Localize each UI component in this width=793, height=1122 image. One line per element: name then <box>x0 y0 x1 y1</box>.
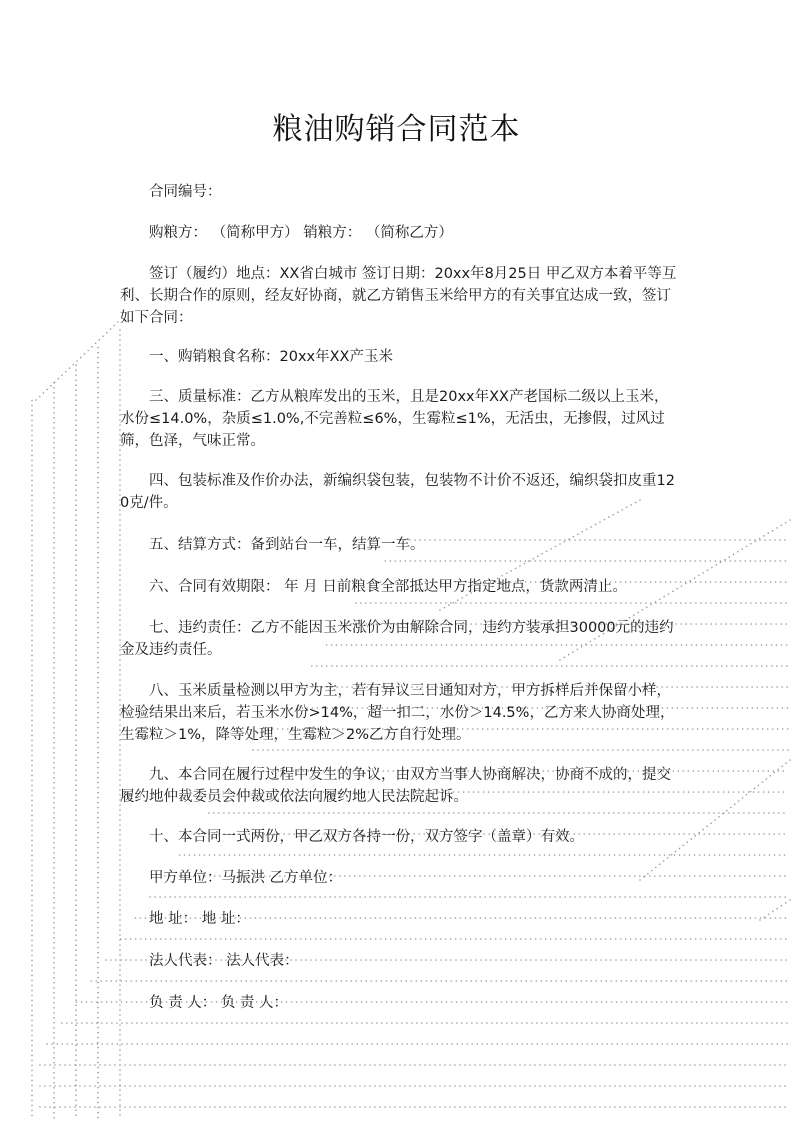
address-line: 地 址： 地 址： <box>149 911 250 927</box>
clause-6-validity: 六、合同有效期限： 年 月 日前粮食全部抵达甲方指定地点，货款两清止。 <box>149 579 627 595</box>
signing-location-paragraph: 签订（履约）地点：XX省白城市 签订日期：20xx年8月25日 甲乙双方本着平等互利、长期合作的原则，经友好协商，就乙方销售玉米给甲方的有关事宜达成一致，签订如下合同： <box>120 266 677 326</box>
clause-7-liability: 七、违约责任：乙方不能因玉米涨价为由解除合同，违约方装承担30000元的违约金及违约责任。 <box>120 620 674 658</box>
clause-3-quality-standard: 三、质量标准：乙方从粮库发出的玉米，且是20xx年XX产老国标二级以上玉米，水份≤14.0%，杂质≤1.0%,不完善粒≤6%，生霉粒≤1%，无活虫，无掺假，过风过筛，色泽，气味正常。 <box>120 389 669 449</box>
clause-8-quality-testing: 八、玉米质量检测以甲方为主，若有异议三日通知对方，甲方拆样后并保留小样，检验结果出来后，若玉米水份>14%，超一扣二，水份＞14.5%，乙方来人协商处理，生霉粒＞1%，降等处理，生霉粒＞2%乙方自行处理。 <box>120 683 675 743</box>
parties-line: 购粮方： （简称甲方） 销粮方： （简称乙方） <box>149 225 453 241</box>
legal-representative-line: 法人代表： 法人代表： <box>149 953 299 969</box>
clause-4-packaging: 四、包装标准及作价办法，新编织袋包装，包装物不计价不返还，编织袋扣皮重120克/件。 <box>120 473 675 511</box>
clause-1-grain-name: 一、购销粮食名称：20xx年XX产玉米 <box>149 349 393 365</box>
clause-9-disputes: 九、本合同在履行过程中发生的争议，由双方当事人协商解决，协商不成的，提交履约地仲裁委员会仲裁或依法向履约地人民法院起诉。 <box>120 767 671 805</box>
clause-10-copies: 十、本合同一式两份，甲乙双方各持一份，双方签字（盖章）有效。 <box>149 829 584 845</box>
clause-5-settlement: 五、结算方式：备到站台一车，结算一车。 <box>149 537 425 553</box>
contract-number-line: 合同编号： <box>149 184 222 200</box>
party-units-line: 甲方单位：马振洪 乙方单位： <box>149 870 343 886</box>
document-title: 粮油购销合同范本 <box>272 112 521 147</box>
person-in-charge-line: 负 责 人： 负 责 人： <box>149 995 289 1011</box>
